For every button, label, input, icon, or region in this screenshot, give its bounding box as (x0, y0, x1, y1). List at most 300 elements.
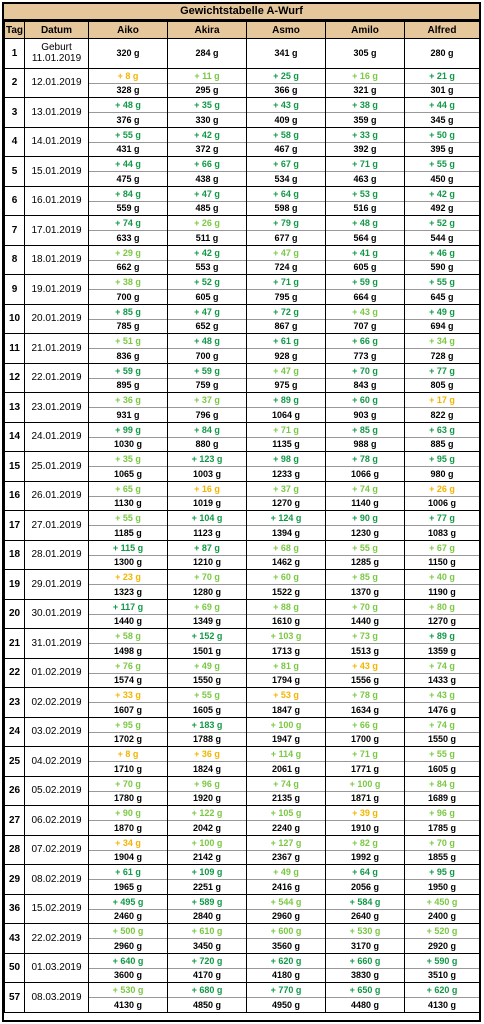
weight-value: 1433 g (427, 675, 457, 686)
weight-value: 511 g (195, 232, 219, 243)
table-row (5, 363, 480, 393)
gain-value: + 36 g (168, 747, 246, 762)
weight-value: 700 g (116, 291, 140, 302)
gain-value: + 100 g (326, 777, 404, 792)
gain-value: + 87 g (168, 541, 246, 556)
weight-cell (326, 865, 405, 895)
weight-cell (326, 39, 405, 69)
header-amilo: Amilo (326, 22, 405, 39)
weight-cell (247, 570, 326, 600)
gain-value: + 520 g (405, 924, 479, 939)
gain-value: + 95 g (405, 452, 479, 467)
gain-value: + 81 g (247, 659, 325, 674)
weight-value: 553 g (195, 262, 219, 273)
weight-value: 3170 g (350, 940, 380, 951)
weight-cell (89, 216, 168, 246)
weight-cell (168, 481, 247, 511)
weight-value: 1522 g (271, 586, 301, 597)
weight-cell (405, 983, 480, 1013)
weight-value: 1824 g (192, 763, 222, 774)
gain-value: + 76 g (89, 659, 167, 674)
gain-value: + 44 g (405, 98, 479, 113)
gain-value: + 100 g (247, 718, 325, 733)
weight-cell (405, 245, 480, 275)
date-cell: 21.01.2019 (25, 334, 89, 364)
weight-cell (326, 157, 405, 187)
weight-cell (405, 304, 480, 334)
weight-value: 1550 g (192, 675, 222, 686)
gain-value: + 500 g (89, 924, 167, 939)
gain-value: + 117 g (89, 600, 167, 615)
gain-value: + 71 g (247, 423, 325, 438)
day-cell: 22 (5, 658, 25, 688)
weight-value: 295 g (195, 85, 219, 96)
weight-value: 931 g (116, 409, 140, 420)
weight-cell (247, 39, 326, 69)
weight-value: 785 g (116, 321, 140, 332)
gain-value: + 64 g (326, 865, 404, 880)
weight-cell (247, 127, 326, 157)
date-cell: 12.01.2019 (25, 68, 89, 98)
weight-cell (405, 393, 480, 423)
weight-value: 1713 g (271, 645, 301, 656)
weight-cell (405, 953, 480, 983)
gain-value: + 48 g (168, 334, 246, 349)
weight-cell (326, 216, 405, 246)
date-cell: 16.01.2019 (25, 186, 89, 216)
gain-value: + 89 g (247, 393, 325, 408)
weight-value: 4850 g (192, 999, 222, 1010)
weight-cell (247, 953, 326, 983)
gain-value: + 49 g (168, 659, 246, 674)
weight-value: 796 g (195, 409, 219, 420)
gain-value: + 70 g (326, 364, 404, 379)
header-asmo: Asmo (247, 22, 326, 39)
gain-value: + 17 g (405, 393, 479, 408)
weight-cell (89, 983, 168, 1013)
weight-value: 605 g (353, 262, 377, 273)
weight-cell (405, 334, 480, 364)
weight-value: 4170 g (192, 970, 222, 981)
weight-cell (168, 658, 247, 688)
table-row (5, 599, 480, 629)
table-row (5, 983, 480, 1013)
gain-value: + 98 g (247, 452, 325, 467)
weight-cell (247, 717, 326, 747)
weight-cell (405, 894, 480, 924)
date-cell: 19.01.2019 (25, 275, 89, 305)
weight-cell (168, 835, 247, 865)
weight-value: 1065 g (113, 468, 143, 479)
gain-value: + 50 g (405, 128, 479, 143)
weight-value: 1607 g (113, 704, 143, 715)
gain-value: + 51 g (89, 334, 167, 349)
date-cell: 25.01.2019 (25, 452, 89, 482)
weight-value: 372 g (195, 144, 219, 155)
weight-value: 1785 g (427, 822, 457, 833)
table-row (5, 806, 480, 836)
weight-value: 366 g (274, 85, 298, 96)
date-cell: 17.01.2019 (25, 216, 89, 246)
weight-value: 975 g (274, 380, 298, 391)
gain-value: + 63 g (405, 423, 479, 438)
gain-value: + 38 g (326, 98, 404, 113)
weight-cell (326, 304, 405, 334)
date-cell: 30.01.2019 (25, 599, 89, 629)
weight-value: 1550 g (427, 734, 457, 745)
day-cell: 19 (5, 570, 25, 600)
gain-value: + 61 g (89, 865, 167, 880)
gain-value: + 49 g (247, 865, 325, 880)
weight-cell (168, 511, 247, 541)
weight-value: 341 g (274, 48, 298, 59)
gain-value: + 530 g (326, 924, 404, 939)
weight-cell (168, 688, 247, 718)
weight-cell (326, 452, 405, 482)
gain-value: + 105 g (247, 806, 325, 821)
weight-value: 3560 g (271, 940, 301, 951)
weight-value: 1370 g (350, 586, 380, 597)
gain-value: + 71 g (326, 157, 404, 172)
weight-value: 1003 g (192, 468, 222, 479)
weight-value: 652 g (195, 321, 219, 332)
weight-cell (247, 216, 326, 246)
gain-value: + 74 g (326, 482, 404, 497)
table-row (5, 776, 480, 806)
weight-cell (247, 865, 326, 895)
weight-cell (247, 688, 326, 718)
weight-cell (326, 481, 405, 511)
gain-value: + 73 g (326, 629, 404, 644)
gain-value: + 70 g (326, 600, 404, 615)
day-cell: 7 (5, 216, 25, 246)
weight-cell (405, 39, 480, 69)
table-row (5, 393, 480, 423)
weight-cell (168, 245, 247, 275)
weight-cell (326, 393, 405, 423)
weight-cell (247, 835, 326, 865)
table-row (5, 924, 480, 954)
weight-value: 534 g (274, 173, 298, 184)
weight-cell (405, 275, 480, 305)
table-row (5, 422, 480, 452)
gain-value: + 90 g (89, 806, 167, 821)
gain-value: + 88 g (247, 600, 325, 615)
gain-value: + 66 g (326, 334, 404, 349)
gain-value: + 16 g (326, 69, 404, 84)
weight-value: 795 g (274, 291, 298, 302)
gain-value: + 26 g (405, 482, 479, 497)
weight-cell (247, 68, 326, 98)
gain-value: + 78 g (326, 452, 404, 467)
gain-value: + 127 g (247, 836, 325, 851)
weight-value: 590 g (430, 262, 454, 273)
day-cell: 57 (5, 983, 25, 1013)
date-cell: 08.02.2019 (25, 865, 89, 895)
date-cell: 13.01.2019 (25, 98, 89, 128)
weight-cell (89, 245, 168, 275)
weight-cell (247, 599, 326, 629)
table-row (5, 894, 480, 924)
weight-value: 2142 g (192, 852, 222, 863)
weight-value: 1771 g (350, 763, 380, 774)
weight-value: 822 g (430, 409, 454, 420)
table-row (5, 157, 480, 187)
weight-cell (89, 275, 168, 305)
weight-value: 1230 g (350, 527, 380, 538)
gain-value: + 38 g (89, 275, 167, 290)
weight-cell (326, 422, 405, 452)
header-akira: Akira (168, 22, 247, 39)
weight-value: 376 g (116, 114, 140, 125)
weight-cell (326, 894, 405, 924)
gain-value: + 103 g (247, 629, 325, 644)
gain-value: + 77 g (405, 511, 479, 526)
header-aiko: Aiko (89, 22, 168, 39)
weight-value: 1440 g (350, 616, 380, 627)
gain-value: + 71 g (326, 747, 404, 762)
table-row (5, 865, 480, 895)
weight-cell (89, 747, 168, 777)
gain-value: + 33 g (326, 128, 404, 143)
weight-value: 895 g (116, 380, 140, 391)
weight-cell (326, 835, 405, 865)
weight-cell (168, 983, 247, 1013)
gain-value: + 109 g (168, 865, 246, 880)
gain-value: + 70 g (89, 777, 167, 792)
table-row (5, 68, 480, 98)
weight-cell (405, 481, 480, 511)
weight-value: 2460 g (113, 911, 143, 922)
gain-value: + 55 g (405, 747, 479, 762)
gain-value: + 8 g (89, 69, 167, 84)
day-cell: 16 (5, 481, 25, 511)
gain-value: + 58 g (247, 128, 325, 143)
weight-value: 662 g (116, 262, 140, 273)
weight-cell (89, 511, 168, 541)
gain-value: + 55 g (326, 541, 404, 556)
day-cell: 3 (5, 98, 25, 128)
weight-cell (326, 747, 405, 777)
weight-cell (326, 599, 405, 629)
gain-value: + 89 g (405, 629, 479, 644)
table-row (5, 186, 480, 216)
weight-cell (326, 245, 405, 275)
header-row (5, 22, 480, 39)
gain-value: + 52 g (168, 275, 246, 290)
weight-cell (405, 452, 480, 482)
gain-value: + 60 g (247, 570, 325, 585)
weight-value: 1030 g (113, 439, 143, 450)
weight-value: 1610 g (271, 616, 301, 627)
weight-value: 1280 g (192, 586, 222, 597)
weight-value: 664 g (353, 291, 377, 302)
date-cell: 15.01.2019 (25, 157, 89, 187)
gain-value: + 72 g (247, 305, 325, 320)
gain-value: + 59 g (326, 275, 404, 290)
gain-value: + 85 g (89, 305, 167, 320)
day-cell: 17 (5, 511, 25, 541)
weight-cell (247, 452, 326, 482)
weight-value: 1394 g (271, 527, 301, 538)
table-row (5, 452, 480, 482)
weight-value: 1794 g (271, 675, 301, 686)
date-cell: 27.01.2019 (25, 511, 89, 541)
gain-value: + 34 g (89, 836, 167, 851)
gain-value: + 183 g (168, 718, 246, 733)
weight-value: 1689 g (427, 793, 457, 804)
weight-value: 516 g (353, 203, 377, 214)
gain-value: + 71 g (247, 275, 325, 290)
weight-cell (168, 39, 247, 69)
gain-value: + 48 g (89, 98, 167, 113)
weight-value: 4180 g (271, 970, 301, 981)
gain-value: + 39 g (326, 806, 404, 821)
gain-value: + 495 g (89, 895, 167, 910)
day-cell: 10 (5, 304, 25, 334)
weight-value: 1440 g (113, 616, 143, 627)
weight-cell (89, 452, 168, 482)
weight-value: 564 g (353, 232, 377, 243)
weight-value: 1910 g (350, 822, 380, 833)
weight-cell (326, 983, 405, 1013)
weight-cell (247, 806, 326, 836)
weight-value: 2240 g (271, 822, 301, 833)
day-cell: 6 (5, 186, 25, 216)
gain-value: + 584 g (326, 895, 404, 910)
gain-value: + 60 g (326, 393, 404, 408)
weight-cell (168, 865, 247, 895)
table-body (5, 39, 480, 1013)
gain-value: + 123 g (168, 452, 246, 467)
weight-cell (247, 363, 326, 393)
gain-value: + 40 g (405, 570, 479, 585)
weight-value: 1965 g (113, 881, 143, 892)
weight-value: 1270 g (427, 616, 457, 627)
weight-value: 1185 g (114, 527, 142, 538)
table-row (5, 334, 480, 364)
gain-value: + 35 g (89, 452, 167, 467)
date-cell: 18.01.2019 (25, 245, 89, 275)
weight-cell (405, 865, 480, 895)
weight-value: 836 g (116, 350, 140, 361)
weight-cell (168, 629, 247, 659)
weight-value: 2960 g (113, 940, 143, 951)
gain-value: + 770 g (247, 983, 325, 998)
gain-value: + 26 g (168, 216, 246, 231)
table-row (5, 835, 480, 865)
gain-value: + 55 g (405, 157, 479, 172)
weight-value: 2367 g (271, 852, 301, 863)
gain-value: + 69 g (168, 600, 246, 615)
day-cell: 26 (5, 776, 25, 806)
weight-cell (405, 658, 480, 688)
gain-value: + 82 g (326, 836, 404, 851)
table-row (5, 275, 480, 305)
gain-value: + 620 g (405, 983, 479, 998)
weight-table (4, 21, 480, 1013)
gain-value: + 100 g (168, 836, 246, 851)
weight-value: 438 g (195, 173, 219, 184)
weight-cell (89, 953, 168, 983)
gain-value: + 36 g (89, 393, 167, 408)
gain-value: + 590 g (405, 954, 479, 969)
day-cell: 25 (5, 747, 25, 777)
weight-value: 475 g (116, 173, 140, 184)
weight-table-sheet (2, 2, 481, 1022)
date-cell: 03.02.2019 (25, 717, 89, 747)
gain-value: + 52 g (405, 216, 479, 231)
weight-cell (168, 953, 247, 983)
weight-cell (405, 363, 480, 393)
weight-cell (405, 688, 480, 718)
date-cell: 28.01.2019 (25, 540, 89, 570)
day-cell: 20 (5, 599, 25, 629)
weight-value: 2400 g (427, 911, 457, 922)
weight-cell (405, 157, 480, 187)
weight-cell (89, 776, 168, 806)
table-row (5, 658, 480, 688)
gain-value: + 85 g (326, 423, 404, 438)
day-cell: 15 (5, 452, 25, 482)
weight-cell (168, 570, 247, 600)
weight-cell (405, 511, 480, 541)
weight-value: 1233 g (271, 468, 301, 479)
gain-value: + 43 g (326, 659, 404, 674)
weight-cell (405, 629, 480, 659)
table-row (5, 717, 480, 747)
weight-cell (168, 98, 247, 128)
gain-value: + 70 g (168, 570, 246, 585)
gain-value: + 47 g (247, 246, 325, 261)
weight-value: 1992 g (350, 852, 380, 863)
weight-value: 280 g (430, 48, 454, 59)
gain-value: + 77 g (405, 364, 479, 379)
date-cell: 01.03.2019 (25, 953, 89, 983)
weight-value: 1501 g (192, 645, 222, 656)
weight-value: 3600 g (113, 970, 143, 981)
weight-value: 2840 g (192, 911, 222, 922)
weight-value: 980 g (430, 468, 454, 479)
weight-value: 903 g (353, 409, 377, 420)
gain-value: + 44 g (89, 157, 167, 172)
weight-value: 1006 g (427, 498, 457, 509)
weight-cell (405, 540, 480, 570)
gain-value: + 47 g (168, 187, 246, 202)
weight-value: 1140 g (351, 498, 379, 509)
weight-cell (326, 511, 405, 541)
gain-value: + 16 g (168, 482, 246, 497)
weight-cell (405, 747, 480, 777)
gain-value: + 42 g (405, 187, 479, 202)
weight-cell (247, 245, 326, 275)
table-row (5, 481, 480, 511)
day-cell: 23 (5, 688, 25, 718)
weight-value: 1950 g (427, 881, 457, 892)
weight-value: 1702 g (113, 734, 143, 745)
date-cell: 24.01.2019 (25, 422, 89, 452)
weight-value: 1150 g (428, 557, 456, 568)
weight-cell (168, 717, 247, 747)
weight-value: 395 g (430, 144, 454, 155)
weight-value: 1904 g (113, 852, 143, 863)
weight-cell (247, 511, 326, 541)
gain-value: + 80 g (405, 600, 479, 615)
weight-cell (247, 393, 326, 423)
day-cell: 1 (5, 39, 25, 69)
gain-value: + 49 g (405, 305, 479, 320)
weight-value: 1605 g (192, 704, 222, 715)
